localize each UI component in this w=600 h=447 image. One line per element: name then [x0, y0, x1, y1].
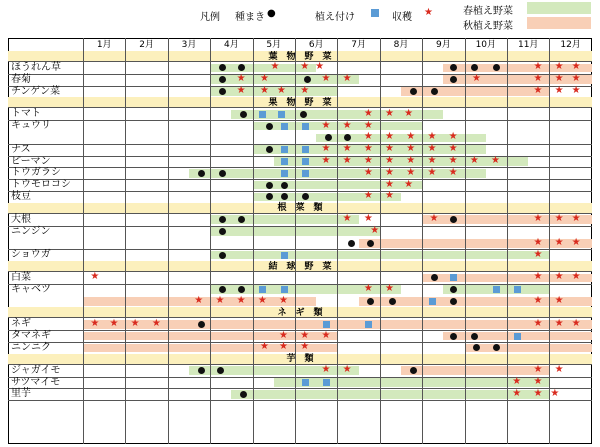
harvest-star-icon: ★	[300, 61, 310, 73]
month-column-line	[210, 38, 211, 444]
harvest-star-icon: ★	[342, 119, 352, 131]
harvest-star-icon: ★	[300, 329, 310, 341]
harvest-star-icon: ★	[363, 119, 373, 131]
sow-dot-icon	[198, 321, 205, 328]
plant-square-icon	[259, 111, 266, 118]
harvest-star-icon: ★	[571, 61, 581, 73]
plant-square-icon	[514, 333, 521, 340]
harvest-star-icon: ★	[404, 178, 414, 190]
harvest-star-icon: ★	[533, 85, 543, 96]
plant-square-icon	[429, 298, 436, 305]
vegetable-name: ニンニク	[11, 342, 51, 353]
harvest-star-icon: ★	[279, 329, 288, 341]
harvest-star-icon: ★	[385, 190, 394, 202]
sow-dot-icon	[240, 111, 247, 118]
harvest-star-icon: ★	[257, 295, 267, 306]
month-label: 9月	[436, 40, 451, 50]
month-label: 6月	[308, 40, 324, 50]
harvest-star-icon: ★	[90, 317, 100, 329]
autumn-band	[401, 366, 549, 375]
harvest-star-icon: ★	[385, 166, 394, 178]
plant-square-icon	[302, 146, 309, 153]
harvest-star-icon: ★	[533, 213, 543, 225]
harvest-star-icon: ★	[321, 155, 331, 166]
sow-dot-icon	[281, 193, 288, 200]
vegetable-name: ピーマン	[11, 155, 51, 167]
month-column-line	[507, 38, 508, 444]
harvest-star-icon: ★	[321, 73, 331, 85]
harvest-star-icon: ★	[363, 283, 373, 295]
harvest-star-icon: ★	[427, 143, 437, 155]
plant-square-icon	[281, 170, 288, 177]
harvest-star-icon: ★	[109, 317, 119, 329]
month-column-line	[125, 38, 126, 444]
sow-dot-icon	[281, 182, 288, 189]
plant-square-icon	[281, 123, 288, 130]
month-column-line	[168, 38, 169, 444]
harvest-star-icon: ★	[424, 7, 433, 18]
harvest-star-icon: ★	[571, 317, 581, 329]
category-label: 根 菜 類	[277, 203, 323, 214]
vegetable-name: トマト	[11, 108, 41, 120]
harvest-star-icon: ★	[554, 364, 564, 376]
harvest-star-icon: ★	[404, 107, 414, 119]
harvest-star-icon: ★	[279, 295, 288, 306]
harvest-star-icon: ★	[512, 376, 522, 387]
sow-dot-icon	[219, 170, 226, 177]
vegetable-name: 枝豆	[11, 191, 31, 202]
spring-band	[210, 87, 337, 96]
month-label: 10月	[475, 40, 497, 50]
sow-dot-icon	[389, 298, 396, 305]
harvest-star-icon: ★	[321, 329, 331, 341]
harvest-star-icon: ★	[554, 213, 564, 225]
harvest-star-icon: ★	[571, 213, 581, 225]
harvest-star-icon: ★	[406, 166, 416, 178]
spring-band	[189, 366, 359, 375]
vegetable-name: チンゲン菜	[11, 85, 61, 97]
sow-dot-icon	[410, 367, 417, 374]
harvest-star-icon: ★	[151, 317, 161, 329]
legend-plant-label: 植え付け	[315, 12, 355, 23]
harvest-star-icon: ★	[533, 248, 543, 260]
harvest-star-icon: ★	[385, 155, 394, 166]
legend	[0, 0, 600, 36]
plant-square-icon	[450, 274, 457, 281]
plant-square-icon	[493, 286, 500, 293]
autumn-band	[443, 64, 591, 73]
sow-dot-icon	[471, 333, 478, 340]
sow-dot-icon	[493, 344, 500, 351]
month-label: 12月	[560, 40, 581, 50]
autumn-band	[465, 344, 592, 353]
harvest-star-icon: ★	[533, 73, 543, 85]
month-label: 5月	[266, 40, 282, 50]
harvest-star-icon: ★	[533, 317, 543, 329]
harvest-star-icon: ★	[554, 295, 564, 306]
plant-square-icon	[278, 111, 285, 118]
plant-square-icon	[259, 286, 266, 293]
spring-band	[316, 134, 486, 143]
spring-band	[210, 75, 358, 84]
harvest-star-icon: ★	[130, 317, 140, 329]
month-column-line	[337, 38, 338, 444]
harvest-star-icon: ★	[321, 143, 331, 155]
harvest-star-icon: ★	[571, 271, 581, 283]
harvest-star-icon: ★	[259, 73, 269, 85]
sow-dot-icon	[450, 333, 457, 340]
sow-dot-icon	[493, 64, 500, 71]
harvest-star-icon: ★	[321, 364, 331, 376]
month-column-line	[253, 38, 254, 444]
month-label: 8月	[393, 40, 409, 50]
sow-dot-icon	[219, 88, 226, 95]
vegetable-name: 春菊	[11, 73, 31, 85]
harvest-star-icon: ★	[342, 143, 352, 155]
harvest-star-icon: ★	[385, 178, 394, 190]
harvest-star-icon: ★	[571, 73, 581, 85]
month-label: 1月	[96, 40, 112, 50]
legend-title: 凡例	[200, 12, 220, 23]
spring-band	[274, 378, 550, 387]
vegetable-name: ほうれん草	[11, 62, 61, 73]
legend-autumn-swatch	[527, 17, 591, 29]
harvest-star-icon: ★	[385, 107, 394, 119]
plant-square-icon	[371, 9, 379, 17]
sow-dot-icon	[240, 391, 247, 398]
autumn-band	[401, 87, 549, 96]
category-label: 果 物 野 菜	[268, 97, 332, 108]
legend-spring-label: 春植え野菜	[463, 6, 513, 17]
sow-dot-icon	[198, 170, 205, 177]
harvest-star-icon: ★	[554, 271, 564, 283]
harvest-star-icon: ★	[363, 143, 373, 155]
harvest-star-icon: ★	[554, 61, 564, 73]
harvest-star-icon: ★	[363, 107, 373, 119]
harvest-star-icon: ★	[448, 155, 458, 166]
vegetable-name: ジャガイモ	[11, 364, 61, 376]
harvest-star-icon: ★	[315, 61, 325, 73]
sow-dot-icon	[219, 228, 226, 235]
month-column-line	[465, 38, 466, 444]
spring-band	[253, 193, 401, 202]
plant-square-icon	[302, 158, 309, 165]
harvest-star-icon: ★	[259, 85, 269, 96]
legend-harvest-label: 収穫	[392, 12, 412, 23]
sow-dot-icon	[300, 111, 307, 118]
harvest-star-icon: ★	[270, 61, 280, 73]
harvest-star-icon: ★	[90, 271, 100, 283]
harvest-star-icon: ★	[571, 85, 581, 96]
vegetable-name: ニンジン	[11, 225, 51, 237]
vegetable-name: トウガラシ	[11, 167, 61, 179]
row-divider	[8, 400, 592, 401]
month-column-line	[380, 38, 381, 444]
harvest-star-icon: ★	[533, 387, 543, 399]
harvest-star-icon: ★	[533, 271, 543, 283]
spring-band	[231, 387, 549, 399]
harvest-star-icon: ★	[236, 85, 246, 96]
harvest-star-icon: ★	[448, 131, 458, 143]
sow-dot-icon	[266, 182, 273, 189]
harvest-star-icon: ★	[533, 376, 543, 387]
month-column-line	[83, 38, 84, 444]
harvest-star-icon: ★	[554, 85, 564, 96]
harvest-star-icon: ★	[236, 295, 246, 306]
sow-dot-icon	[410, 88, 417, 95]
harvest-star-icon: ★	[571, 236, 581, 248]
vegetable-name: 里芋	[11, 388, 31, 400]
vegetable-name: トウモロコシ	[11, 179, 71, 191]
harvest-star-icon: ★	[554, 317, 564, 329]
harvest-star-icon: ★	[554, 73, 564, 85]
spring-band	[210, 215, 358, 224]
harvest-star-icon: ★	[215, 295, 225, 306]
month-label: 11月	[517, 40, 539, 50]
harvest-star-icon: ★	[321, 119, 331, 131]
harvest-star-icon: ★	[550, 387, 560, 399]
harvest-star-icon: ★	[533, 61, 543, 73]
harvest-star-icon: ★	[279, 341, 288, 353]
category-label: 葉 物 野 菜	[268, 51, 332, 62]
harvest-star-icon: ★	[363, 155, 373, 166]
harvest-star-icon: ★	[448, 166, 458, 178]
harvest-star-icon: ★	[491, 155, 500, 166]
month-label: 4月	[224, 40, 239, 50]
sow-dot-icon	[304, 76, 311, 83]
harvest-star-icon: ★	[448, 143, 458, 155]
plant-square-icon	[281, 252, 288, 259]
harvest-star-icon: ★	[406, 155, 416, 166]
sow-dot-icon	[219, 252, 226, 259]
sow-dot-icon: ●	[267, 8, 276, 19]
harvest-star-icon: ★	[363, 131, 373, 143]
legend-sow-label: 種まき	[235, 12, 265, 23]
plant-square-icon	[281, 146, 288, 153]
harvest-star-icon: ★	[469, 155, 479, 166]
month-label: 3月	[181, 40, 197, 50]
harvest-star-icon: ★	[342, 213, 352, 225]
harvest-star-icon: ★	[554, 236, 564, 248]
harvest-star-icon: ★	[533, 295, 543, 306]
plant-square-icon	[281, 286, 288, 293]
plant-square-icon	[323, 321, 330, 328]
harvest-star-icon: ★	[512, 387, 522, 399]
plant-square-icon	[302, 170, 309, 177]
harvest-star-icon: ★	[342, 364, 352, 376]
harvest-star-icon: ★	[427, 155, 437, 166]
vegetable-name: ショウガ	[11, 249, 51, 261]
vegetable-name: 白菜	[11, 272, 31, 283]
autumn-band	[443, 75, 591, 84]
plant-square-icon	[281, 158, 288, 165]
plant-square-icon	[365, 321, 372, 328]
harvest-star-icon: ★	[363, 213, 373, 225]
planting-calendar	[8, 38, 592, 444]
harvest-star-icon: ★	[406, 131, 416, 143]
vegetable-name: タマネギ	[11, 330, 51, 342]
harvest-star-icon: ★	[429, 213, 439, 225]
category-label: 結 球 野 菜	[268, 261, 332, 272]
harvest-star-icon: ★	[276, 85, 286, 96]
month-column-line	[422, 38, 423, 444]
plant-square-icon	[514, 286, 521, 293]
vegetable-name: ナス	[11, 143, 31, 155]
sow-dot-icon	[431, 88, 438, 95]
harvest-star-icon: ★	[533, 364, 543, 376]
harvest-star-icon: ★	[363, 166, 373, 178]
sow-dot-icon	[266, 123, 273, 130]
spring-band	[274, 157, 528, 166]
plant-square-icon	[323, 379, 330, 386]
month-column-line	[549, 38, 550, 444]
harvest-star-icon: ★	[471, 73, 481, 85]
harvest-star-icon: ★	[363, 190, 373, 202]
plant-square-icon	[302, 123, 309, 130]
sow-dot-icon	[198, 367, 205, 374]
harvest-star-icon: ★	[427, 166, 437, 178]
vegetable-name: 大根	[11, 213, 31, 225]
harvest-star-icon: ★	[385, 143, 394, 155]
harvest-star-icon: ★	[300, 341, 310, 353]
harvest-star-icon: ★	[259, 341, 269, 353]
vegetable-name: サツマイモ	[11, 376, 61, 388]
vegetable-name: キャベツ	[11, 283, 51, 295]
vegetable-name: キュウリ	[11, 120, 51, 132]
harvest-star-icon: ★	[194, 295, 204, 306]
category-label: 芋 類	[286, 354, 314, 365]
month-label: 2月	[139, 40, 154, 50]
harvest-star-icon: ★	[236, 73, 246, 85]
harvest-star-icon: ★	[370, 225, 380, 236]
month-column-line	[295, 38, 296, 444]
category-label: ネ ギ 類	[277, 307, 323, 318]
harvest-star-icon: ★	[385, 131, 394, 143]
harvest-star-icon: ★	[406, 143, 416, 155]
sow-dot-icon	[266, 146, 273, 153]
harvest-star-icon: ★	[385, 283, 394, 295]
plant-square-icon	[302, 379, 309, 386]
harvest-star-icon: ★	[342, 73, 352, 85]
month-label: 7月	[351, 40, 366, 50]
legend-spring-swatch	[527, 2, 591, 14]
harvest-star-icon: ★	[427, 131, 437, 143]
vegetable-name: ネギ	[11, 318, 31, 330]
harvest-star-icon: ★	[342, 155, 352, 166]
legend-autumn-label: 秋植え野菜	[463, 21, 513, 32]
harvest-star-icon: ★	[300, 85, 310, 96]
harvest-star-icon: ★	[533, 236, 543, 248]
